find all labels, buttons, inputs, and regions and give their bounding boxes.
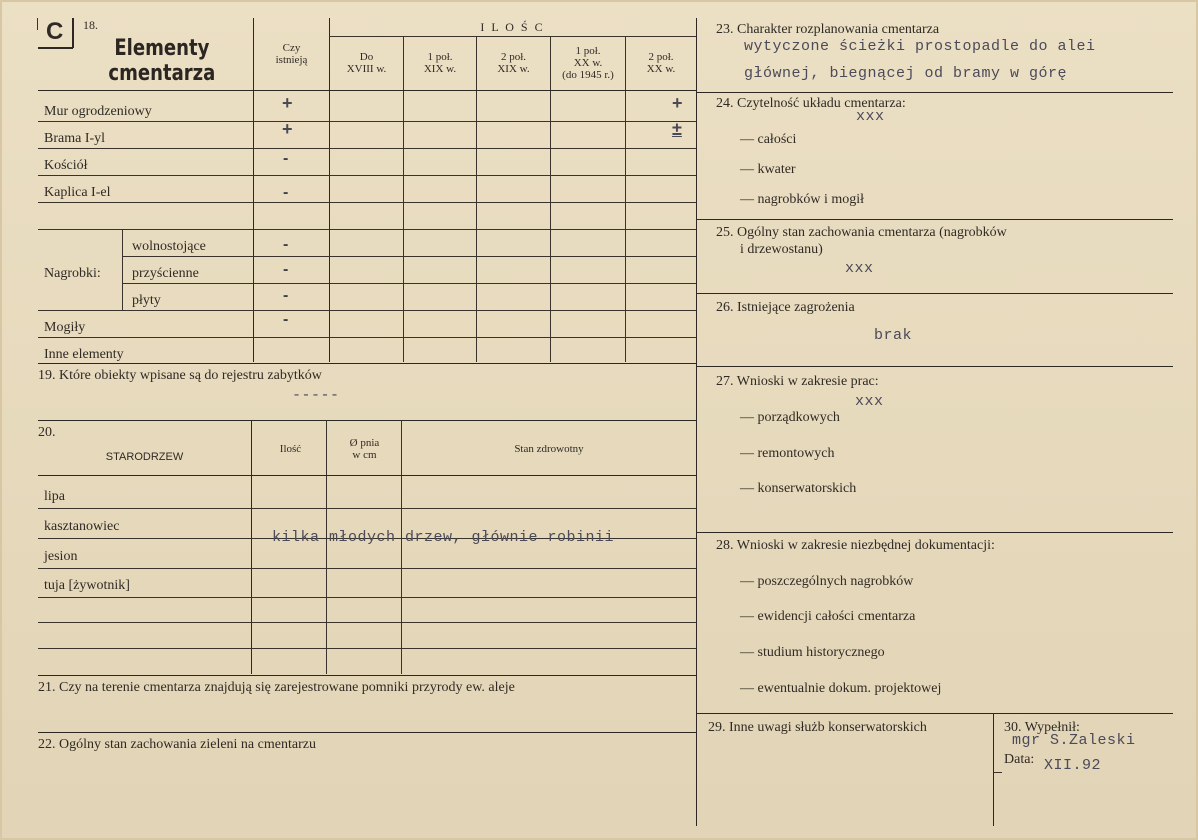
p5-l2: XX w. (646, 63, 676, 75)
period-header-4 (551, 45, 625, 81)
nagrobki-item-wall: przyścienne (132, 266, 199, 281)
q20-divider-1 (251, 420, 252, 674)
q20-col-diam (327, 437, 402, 461)
row-line-8 (38, 310, 696, 311)
q20-row-line-4 (38, 597, 696, 598)
quantity-heading: I L O Ś C (480, 20, 545, 34)
q26-answer: brak (874, 327, 913, 344)
q27-label: 27. Wnioski w zakresie prac: (716, 374, 879, 389)
tree-jesion: jesion (44, 549, 78, 564)
q20-typed-note: kilka młodych drzew, głównie robinii (272, 529, 615, 546)
section-number: 18. (83, 18, 98, 32)
mark-freestanding: - (283, 236, 289, 253)
period-header-2 (404, 51, 476, 75)
q23-label: 23. Charakter rozplanowania cmentarza (716, 22, 940, 37)
qty-header-line (329, 36, 696, 37)
nagrobki-item-freestanding: wolnostojące (132, 239, 206, 254)
mark-wall-tombs: - (283, 261, 289, 278)
mark-chapel: - (283, 184, 289, 201)
q20-divider-3 (401, 420, 402, 674)
p1-l1: Do (359, 51, 374, 63)
q30-date-label: Data: (1004, 752, 1035, 767)
q20-col-health: Stan zdrowotny (514, 443, 584, 455)
mark-gate-exists: + (282, 119, 293, 139)
q25-label-1: 25. Ogólny stan zachowania cmentarza (nagrobków (716, 225, 1007, 240)
period-header-5 (626, 51, 696, 75)
q29-label: 29. Inne uwagi służb konserwatorskich (708, 720, 927, 735)
q27-item-3: — konserwatorskich (740, 481, 857, 496)
row-line-2 (38, 148, 696, 149)
q20-header-bottom (38, 475, 696, 476)
mark-mogily: - (283, 311, 289, 328)
nagrobki-item-slabs: płyty (132, 293, 161, 308)
q24-top-line (697, 92, 1173, 93)
nagrobki-label: Nagrobki: (44, 266, 101, 281)
q20-row-line-6 (38, 648, 696, 649)
p4-l3: (do 1945 r.) (562, 69, 614, 81)
row-line-6 (122, 256, 696, 257)
q19-label: 19. Które obiekty wpisane są do rejestru zabytków (38, 368, 322, 383)
q28-item-1: — poszczególnych nagrobków (740, 574, 914, 589)
q23-answer-2: głównej, biegnącej od bramy w górę (744, 65, 1068, 82)
title-line-2: cmentarza (108, 61, 216, 86)
q24-label: 24. Czytelność układu cmentarza: (716, 96, 906, 111)
p4-l2: XX w. (573, 57, 603, 69)
q30-divider (993, 713, 994, 826)
col-exists-l1: Czy (282, 42, 301, 54)
q28-top-line (697, 532, 1173, 533)
element-label-wall: Mur ogrodzeniowy (44, 104, 152, 119)
row-line-7 (122, 283, 696, 284)
element-label-church: Kościół (44, 158, 88, 173)
title-line-1: Elementy (114, 36, 210, 61)
col-divider-p2 (476, 36, 477, 362)
inne-label: Inne elementy (44, 347, 124, 362)
p5-l1: 2 poł. (648, 51, 674, 63)
q21-top-line (38, 675, 696, 676)
q24-item-3: — nagrobków i mogił (740, 192, 865, 207)
q30-name: mgr S.Zaleski (1012, 732, 1136, 749)
period-header-1 (330, 51, 403, 75)
code-underline (38, 47, 73, 49)
diam-l2: w cm (352, 449, 377, 461)
p4-l1: 1 poł. (575, 45, 601, 57)
q20-top-line (38, 420, 696, 421)
col-divider-p4 (625, 36, 626, 362)
q24-item-1: — całości (740, 132, 797, 147)
q23-answer-1: wytyczone ścieżki prostopadle do alei (744, 38, 1096, 55)
mogily-label: Mogiły (44, 320, 86, 335)
tree-kasztanowiec: kasztanowiec (44, 519, 120, 534)
row-line-9 (38, 337, 696, 338)
q20-row-line-5 (38, 622, 696, 623)
q28-item-4: — ewentualnie dokum. projektowej (740, 681, 942, 696)
q22-top-line (38, 732, 696, 733)
q24-item-2: — kwater (740, 162, 796, 177)
q20-divider-2 (326, 420, 327, 674)
mark-gate-period: ± (672, 119, 682, 139)
col-exists-header (254, 42, 329, 66)
period-header-3 (477, 51, 550, 75)
col-divider-p1 (403, 36, 404, 362)
q27-top-line (697, 366, 1173, 367)
col-exists-l2: istnieją (275, 54, 308, 66)
section-title (102, 36, 222, 86)
q20-number: 20. (38, 425, 56, 440)
row-line-1 (38, 121, 696, 122)
q26-label: 26. Istniejące zagrożenia (716, 300, 855, 315)
q30-tick (994, 772, 1002, 773)
q28-item-2: — ewidencji całości cmentarza (740, 609, 916, 624)
header-bottom-line (38, 90, 696, 91)
p2-l1: 1 poł. (427, 51, 453, 63)
q25-label-2: i drzewostanu) (740, 242, 823, 257)
q21-label: 21. Czy na terenie cmentarza znajdują się zarejestrowane pomniki przyrody ew. aleje (38, 680, 515, 695)
code-divider (72, 18, 74, 48)
p2-l2: XIX w. (423, 63, 457, 75)
row-line-3 (38, 175, 696, 176)
q20-col-qty: Ilość (279, 443, 302, 455)
q24-answer: xxx (856, 108, 885, 125)
p1-l2: XVIII w. (346, 63, 387, 75)
q19-answer: ----- (292, 387, 340, 404)
q20-col-tree: STARODRZEW (105, 451, 184, 463)
q20-row-line-1 (38, 508, 696, 509)
element-label-chapel: Kaplica I-el (44, 185, 111, 200)
q25-top-line (697, 219, 1173, 220)
q27-answer: xxx (855, 393, 884, 410)
q22-label: 22. Ogólny stan zachowania zieleni na cmentarzu (38, 737, 316, 752)
frame-left-tick (37, 18, 38, 30)
q27-item-2: — remontowych (740, 446, 835, 461)
nagrobki-divider (122, 229, 123, 310)
row-line-5 (38, 229, 696, 230)
q28-label: 28. Wnioski w zakresie niezbędnej dokumentacji: (716, 538, 995, 553)
q29-top-line (697, 713, 1173, 714)
mark-wall-period: + (672, 93, 683, 113)
q20-row-line-3 (38, 568, 696, 569)
diam-l1: Ø pnia (349, 437, 380, 449)
q19-top-line (38, 363, 696, 364)
mark-wall-exists: + (282, 93, 293, 113)
q30-date: XII.92 (1044, 757, 1102, 774)
row-line-4 (38, 202, 696, 203)
col-divider-p3 (550, 36, 551, 362)
q30-label: 30. Wypełnił: (1004, 720, 1080, 735)
section-code: C (46, 18, 64, 45)
p3-l2: XIX w. (497, 63, 530, 75)
q27-item-1: — porządkowych (740, 410, 840, 425)
center-divider (696, 18, 697, 826)
q25-answer: xxx (845, 260, 874, 277)
q28-item-3: — studium historycznego (740, 645, 885, 660)
q26-top-line (697, 293, 1173, 294)
tree-lipa: lipa (44, 489, 65, 504)
mark-church: - (283, 150, 289, 167)
tree-tuja: tuja [żywotnik] (44, 578, 130, 593)
element-label-gate: Brama I-yl (44, 131, 106, 146)
mark-slabs: - (283, 287, 289, 304)
p3-l1: 2 poł. (500, 51, 527, 63)
